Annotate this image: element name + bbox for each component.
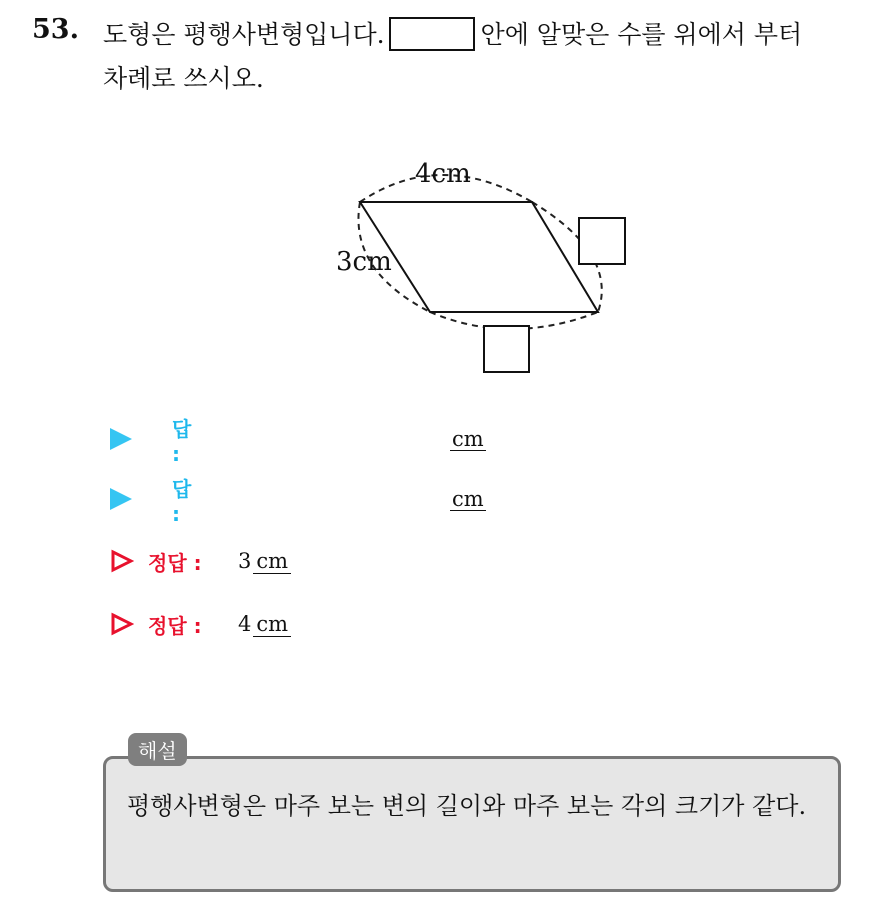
right-blank-box: [579, 218, 625, 264]
correct-value: 3: [238, 549, 252, 573]
question-text-line1: [103, 15, 802, 51]
answer-unit: cm: [452, 486, 484, 511]
correct-label: 정답 :: [148, 613, 202, 638]
correct-unit: cm: [253, 612, 291, 637]
correct-label: 정답 :: [148, 550, 202, 575]
correct-row-1: [110, 546, 289, 576]
explanation-text: 평행사변형은 마주 보는 변의 길이와 마주 보는 각의 크기가 같다.: [127, 792, 807, 820]
answer-row-1: [110, 416, 484, 466]
correct-row-2: [110, 609, 289, 639]
correct-value-group: [238, 612, 291, 636]
outline-arrow-icon: [110, 549, 134, 573]
answer-label: 답 :: [172, 416, 192, 466]
question-text-after-box: 안에 알맞은 수를 위에서 부터: [480, 20, 803, 49]
blank-box: [389, 17, 475, 51]
correct-unit: cm: [253, 549, 291, 574]
play-arrow-icon: [110, 488, 132, 510]
top-side-label: 4cm: [415, 159, 471, 189]
outline-arrow-icon: [110, 612, 134, 636]
parallelogram-figure: [320, 150, 640, 380]
correct-value: 4: [238, 612, 252, 636]
question-text-before-box: 도형은 평행사변형입니다.: [103, 20, 385, 49]
answer-label: 답 :: [172, 476, 192, 526]
question-text-line2: 차례로 쓰시오.: [103, 64, 264, 93]
bottom-blank-box: [484, 326, 529, 372]
question-number: 53.: [32, 14, 79, 45]
answer-unit: cm: [452, 426, 484, 451]
left-side-label: 3cm: [336, 247, 392, 277]
explanation-tag: 해설: [128, 733, 187, 766]
answer-row-2: [110, 476, 484, 526]
correct-value-group: [238, 549, 291, 573]
play-arrow-icon: [110, 428, 132, 450]
parallelogram: [360, 202, 598, 312]
